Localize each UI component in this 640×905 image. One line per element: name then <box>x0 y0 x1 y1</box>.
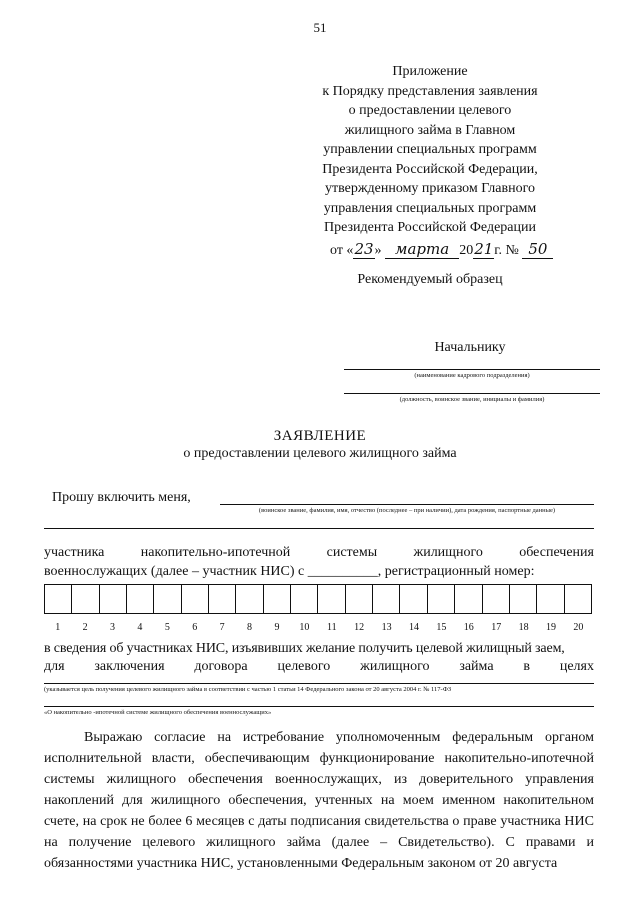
word: целевого <box>277 659 331 674</box>
request-fill-line-2[interactable] <box>44 528 594 529</box>
registration-number-cells <box>44 584 592 614</box>
cell-number: 18 <box>518 622 529 633</box>
appendix-line: к Порядку представления заявления <box>322 83 538 99</box>
request-text: Прошу включить меня, <box>52 490 191 505</box>
order-day-close: » <box>374 243 382 258</box>
document-subtitle: о предоставлении целевого жилищного займа <box>183 446 457 461</box>
reg-cell[interactable] <box>291 585 318 613</box>
participant-line-1 <box>44 545 594 561</box>
reg-cell[interactable] <box>373 585 400 613</box>
cell-number: 6 <box>192 622 198 633</box>
cell-number: 12 <box>354 622 365 633</box>
appendix-line: жилищного займа в Главном <box>344 122 516 138</box>
request-caption: (воинское звание, фамилия, имя, отчество (последнее – при наличии), дата рождения, паспортные данные) <box>258 507 556 514</box>
appendix-line: Приложение <box>392 64 468 79</box>
reg-cell[interactable] <box>264 585 291 613</box>
appendix-line: Президента Российской Федерации <box>324 220 536 235</box>
order-year: 21 <box>474 240 494 258</box>
cell-number: 13 <box>381 622 392 633</box>
document-title: ЗАЯВЛЕНИЕ <box>273 428 367 444</box>
appendix-line: управлении специальных программ <box>323 142 537 157</box>
word: участника <box>44 545 105 560</box>
reg-cell[interactable] <box>455 585 482 613</box>
reg-cell[interactable] <box>483 585 510 613</box>
order-month: марта <box>385 240 459 259</box>
reg-cell[interactable] <box>72 585 99 613</box>
order-year-prefix: 20 <box>459 243 474 258</box>
cell-number: 8 <box>247 622 253 633</box>
appendix-header <box>300 62 560 238</box>
word: обеспечения <box>519 545 594 560</box>
word: займа <box>459 659 494 674</box>
order-suffix: г. № <box>494 243 519 258</box>
word: жилищного <box>413 545 483 560</box>
consent-text: Выражаю согласие на истребование уполномоченным федеральным органом исполнительной власти, обеспечивающим функционирование накопительно-ипотечной системы жилищного обеспечения военнослужащих, из доверительного управления накоплений для жилищного обеспечения, учтенных на моем именном накопительном счете, на срок не более 6 месяцев с даты подписания свидетельства о праве участника НИС на получение целевого жилищного займа (далее – Свидетельство). С правами и обязанностями участника НИС, установленными Федеральным законом от 20 августа <box>44 730 594 871</box>
cell-number: 10 <box>299 622 310 633</box>
cell-number: 9 <box>274 622 280 633</box>
cell-number: 20 <box>573 622 584 633</box>
cell-number: 17 <box>491 622 502 633</box>
page-number: 51 <box>313 20 327 35</box>
word: системы <box>326 545 378 560</box>
reg-cell[interactable] <box>537 585 564 613</box>
word: для <box>44 659 65 674</box>
reg-cell[interactable] <box>400 585 427 613</box>
cell-number: 16 <box>463 622 474 633</box>
info-line-1: в сведения об участниках НИС, изъявивших желание получить целевой жилищный заем, <box>44 641 565 656</box>
reg-cell[interactable] <box>45 585 72 613</box>
cell-number: 11 <box>326 622 337 633</box>
word: заключения <box>94 659 165 674</box>
reg-cell[interactable] <box>209 585 236 613</box>
reg-cell[interactable] <box>182 585 209 613</box>
word: жилищного <box>360 659 430 674</box>
cell-number: 5 <box>164 622 170 633</box>
registration-cell-numbers <box>44 622 592 633</box>
reg-cell[interactable] <box>127 585 154 613</box>
cell-number: 14 <box>408 622 419 633</box>
reg-cell[interactable] <box>565 585 591 613</box>
appendix-line: управления специальных программ <box>323 200 537 216</box>
order-number: 50 <box>522 240 553 259</box>
consent-paragraph <box>44 727 594 874</box>
addressee-unit-line[interactable] <box>344 369 600 370</box>
reg-cell[interactable] <box>100 585 127 613</box>
word: в <box>523 659 530 674</box>
appendix-line: утвержденному приказом Главного <box>324 181 535 196</box>
cell-number: 4 <box>137 622 143 633</box>
purpose-fill-line[interactable] <box>44 683 594 684</box>
order-prefix: от « <box>330 243 354 258</box>
request-fill-line[interactable] <box>220 504 594 505</box>
reg-cell[interactable] <box>236 585 263 613</box>
appendix-line: Президента Российской Федерации, <box>322 161 538 177</box>
addressee-to: Начальнику <box>434 340 506 355</box>
purpose-caption-1: (указывается цель получения целевого жилищного займа в соответствии с частью 1 статьи 14 Федерального закона от 20 августа 2004 г. № 117-ФЗ <box>44 686 452 693</box>
cell-number: 3 <box>110 622 116 633</box>
participant-line-2: военнослужащих (далее – участник НИС) с __________, регистрационный номер: <box>44 564 535 579</box>
cell-number: 2 <box>82 622 88 633</box>
reg-cell[interactable] <box>510 585 537 613</box>
cell-number: 19 <box>546 622 557 633</box>
addressee-person-line[interactable] <box>344 393 600 394</box>
word: накопительно-ипотечной <box>140 545 291 560</box>
cell-number: 7 <box>219 622 225 633</box>
word: договора <box>194 659 248 674</box>
reg-cell[interactable] <box>318 585 345 613</box>
reg-cell[interactable] <box>346 585 373 613</box>
order-day: 23 <box>354 240 374 258</box>
reg-cell[interactable] <box>154 585 181 613</box>
appendix-line: о предоставлении целевого <box>348 103 512 118</box>
sample-label: Рекомендуемый образец <box>357 272 503 287</box>
cell-number: 15 <box>436 622 447 633</box>
cell-number: 1 <box>55 622 61 633</box>
purpose-caption-2: «О накопительно -ипотечной системе жилищного обеспечения военнослужащих» <box>44 709 272 716</box>
purpose-fill-line-2[interactable] <box>44 706 594 707</box>
addressee-person-caption: (должность, воинское звание, инициалы и фамилия) <box>399 396 545 403</box>
order-reference <box>330 240 553 259</box>
addressee-unit-caption: (наименование кадрового подразделения) <box>414 372 530 379</box>
info-line-2 <box>44 659 594 675</box>
word: целях <box>559 659 594 674</box>
reg-cell[interactable] <box>428 585 455 613</box>
